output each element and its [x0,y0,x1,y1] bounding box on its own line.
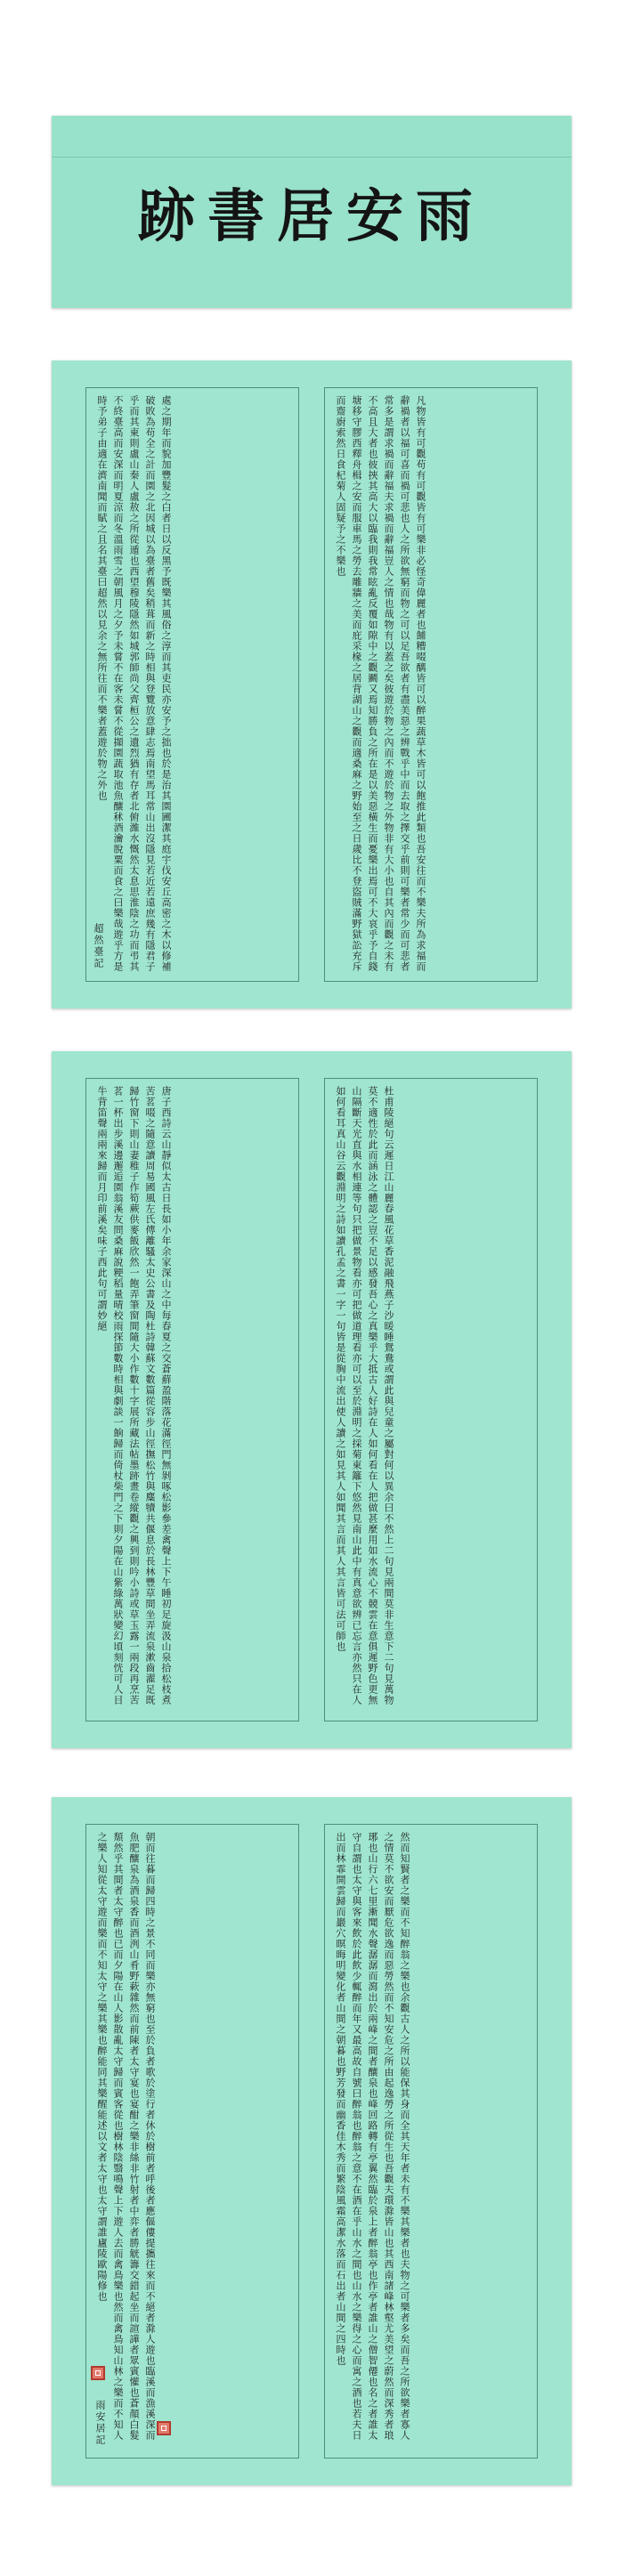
calligraphy-sheet-3 [52,1797,572,2485]
page-title: 雨安居書跡 [138,183,485,250]
calligraphy-text: 朝而往暮而歸四時之景不同而樂亦無窮也至於負者歌於塗行者休於樹前者呼後者應傴僂提攜往來而不絕者滁人遊也臨溪而漁溪深而魚肥釀泉為酒泉香而酒洌山肴野蔌雜然而前陳者太守宴也宴酣之樂非絲非竹射者中弈者勝觥籌交錯起坐而諠譁者眾賓懽也蒼顏白髮頹然乎其間者太守醉也已而夕陽在山人影散亂太守歸而賓客從也樹林陰翳鳴聲上下遊人去而禽鳥樂也然而禽鳥知山林之樂而不知人之樂人知從太守遊而樂而不知太守之樂其樂也醉能同其樂醒能述以文者太守也太守謂誰廬陵歐陽修也 [96,1832,156,2441]
calligraphy-text: 處之期年而貌加豐髮之白者日以反黑予既樂其風俗之淳而其吏民亦安予之拙也於是治其園圃潔其庭宇伐安丘高密之木以修補破敗為苟全之計而園之北因城以為臺者舊矣稍葺而新之時相與登覽放意肆志焉南望馬耳常山出沒隱見若近若遠庶幾有隱君子乎而其東則盧山秦人盧敖之所從遁也西望穆陵隱然如城郭師尚父齊桓公之遺烈猶有存者北俯濰水慨然太息思淮陰之功而弔其不終臺高而安深而明夏涼而冬溫雨雪之朝風月之夕予未嘗不在客未嘗不從擷園蔬取池魚釀秫酒瀹脫粟而食之曰樂哉遊乎方是時予弟子由適在濟南聞而賦之且名其臺曰超然以見余之無所往而不樂者蓋遊於物之外也 [96,395,172,972]
text-panel-left [85,387,299,982]
signature: 超然臺記 [93,923,104,969]
calligraphy-text: 杜甫陵絕句云遲日江山麗春風花草香泥融飛燕子沙暖睡鴛鴦或謂此與兒童之屬對何以異余曰不然上二句見兩間莫非生意下二句見萬物莫不適性於此而涵泳之體認之豈不足以感發吾心之真樂乎大抵古人好詩在人如何看在人把做甚麼用如水流心不競雲在意俱遲野色更無山隔斷天光直與水相連等句只把做景物看亦可把做道理看亦可以至於淵明之採菊東籬下悠然見南山此中有真意欲辨已忘言亦然只在人如何看耳真山谷云觀淵明之詩如讀孔孟之書一字一句皆是從胸中流出使人讀之如見其人如聞其言而其人其言皆可法可師也 [335,1086,394,1705]
text-panel-left [85,1078,299,1721]
signature: 雨安居記 [94,2400,106,2446]
calligraphy-text: 凡物皆有可觀苟有可觀皆有可樂非必怪奇偉麗者也餔糟啜醨皆可以醉果蔬草木皆可以飽推此類也吾安往而不樂夫所為求福而辭禍者以福可喜而禍可悲也人之所欲無窮而物之可以足吾欲者有盡美惡之辨戰乎中而去取之擇交乎前則可樂者常少而可悲者常多是謂求禍而辭福夫求禍而辭福豈人之情也哉物有以蓋之矣彼遊於物之內而不遊於物之外物非有大小也自其內而觀之未有不高且大者也彼挾其高大以臨我則我常眩亂反覆如隙中之觀鬬又焉知勝負之所在是以美惡橫生而憂樂出焉可不大哀乎予自錢塘移守膠西釋舟楫之安而服車馬之勞去雕牆之美而庇采椽之居背湖山之觀而適桑麻之野始至之日歲比不登盜賊滿野獄訟充斥而齋廚索然日食杞菊人固疑予之不樂也 [335,395,426,972]
calligraphy-sheet-2 [52,1051,572,1748]
calligraphy-sheet-1 [52,360,572,1009]
text-panel-right [324,387,538,982]
text-panel-left [85,1824,299,2459]
text-panel-right [324,1824,538,2459]
seal-stamp [91,2366,105,2380]
title-rule [52,157,572,158]
seal-stamp [157,2421,171,2435]
calligraphy-text: 唐子西詩云山靜似太古日長如小年余家深山之中每春夏之交蒼蘚盈階落花滿徑門無剝啄松影參差禽聲上下午睡初足旋汲山泉拾松枝煮苦茗啜之隨意讀周易國風左氏傳離騷太史公書及陶杜詩韓蘇文數篇從容步山徑撫松竹與麋犢共偃息於長林豐草間坐弄流泉漱齒濯足既歸竹窗下則山妻稚子作筍蕨供麥飯欣然一飽弄筆窗間隨大小作數十字展所藏法帖墨跡畫卷縱觀之興到則吟小詩或草玉露一兩段再烹苦茗一杯出步溪邊邂逅園翁溪友問桑麻說粳稻量晴校雨探節數時相與劇談一餉歸而倚杖柴門之下則夕陽在山紫綠萬狀變幻頃刻恍可人目牛背笛聲兩兩來歸而月印前溪矣味子西此句可謂妙絕 [96,1086,172,1705]
calligraphy-text: 然而知賢者之樂而不知醉翁之樂也余觀古人之所以能保其身而全其天年者未有不樂其樂者也夫物之可樂者多矣而吾之所欲樂者寡人之情莫不欲安而厭危欲逸而惡勞然而不知安危之所由起逸勞之所從生也吾觀夫環滁皆山也其西南諸峰林壑尤美望之蔚然而深秀者琅琊也山行六七里漸聞水聲潺潺而瀉出於兩峰之間者釀泉也峰回路轉有亭翼然臨於泉上者醉翁亭也作亭者誰山之僧智僊也名之者誰太守自謂也太守與客來飲於此飲少輒醉而年又最高故自號曰醉翁也醉翁之意不在酒在乎山水之間也山水之樂得之心而寓之酒也若夫日出而林霏開雲歸而巖穴暝晦明變化者山間之朝暮也野芳發而幽香佳木秀而繁陰風霜高潔水落而石出者山間之四時也 [335,1832,410,2441]
title-sheet [52,116,572,308]
text-panel-right [324,1078,538,1721]
